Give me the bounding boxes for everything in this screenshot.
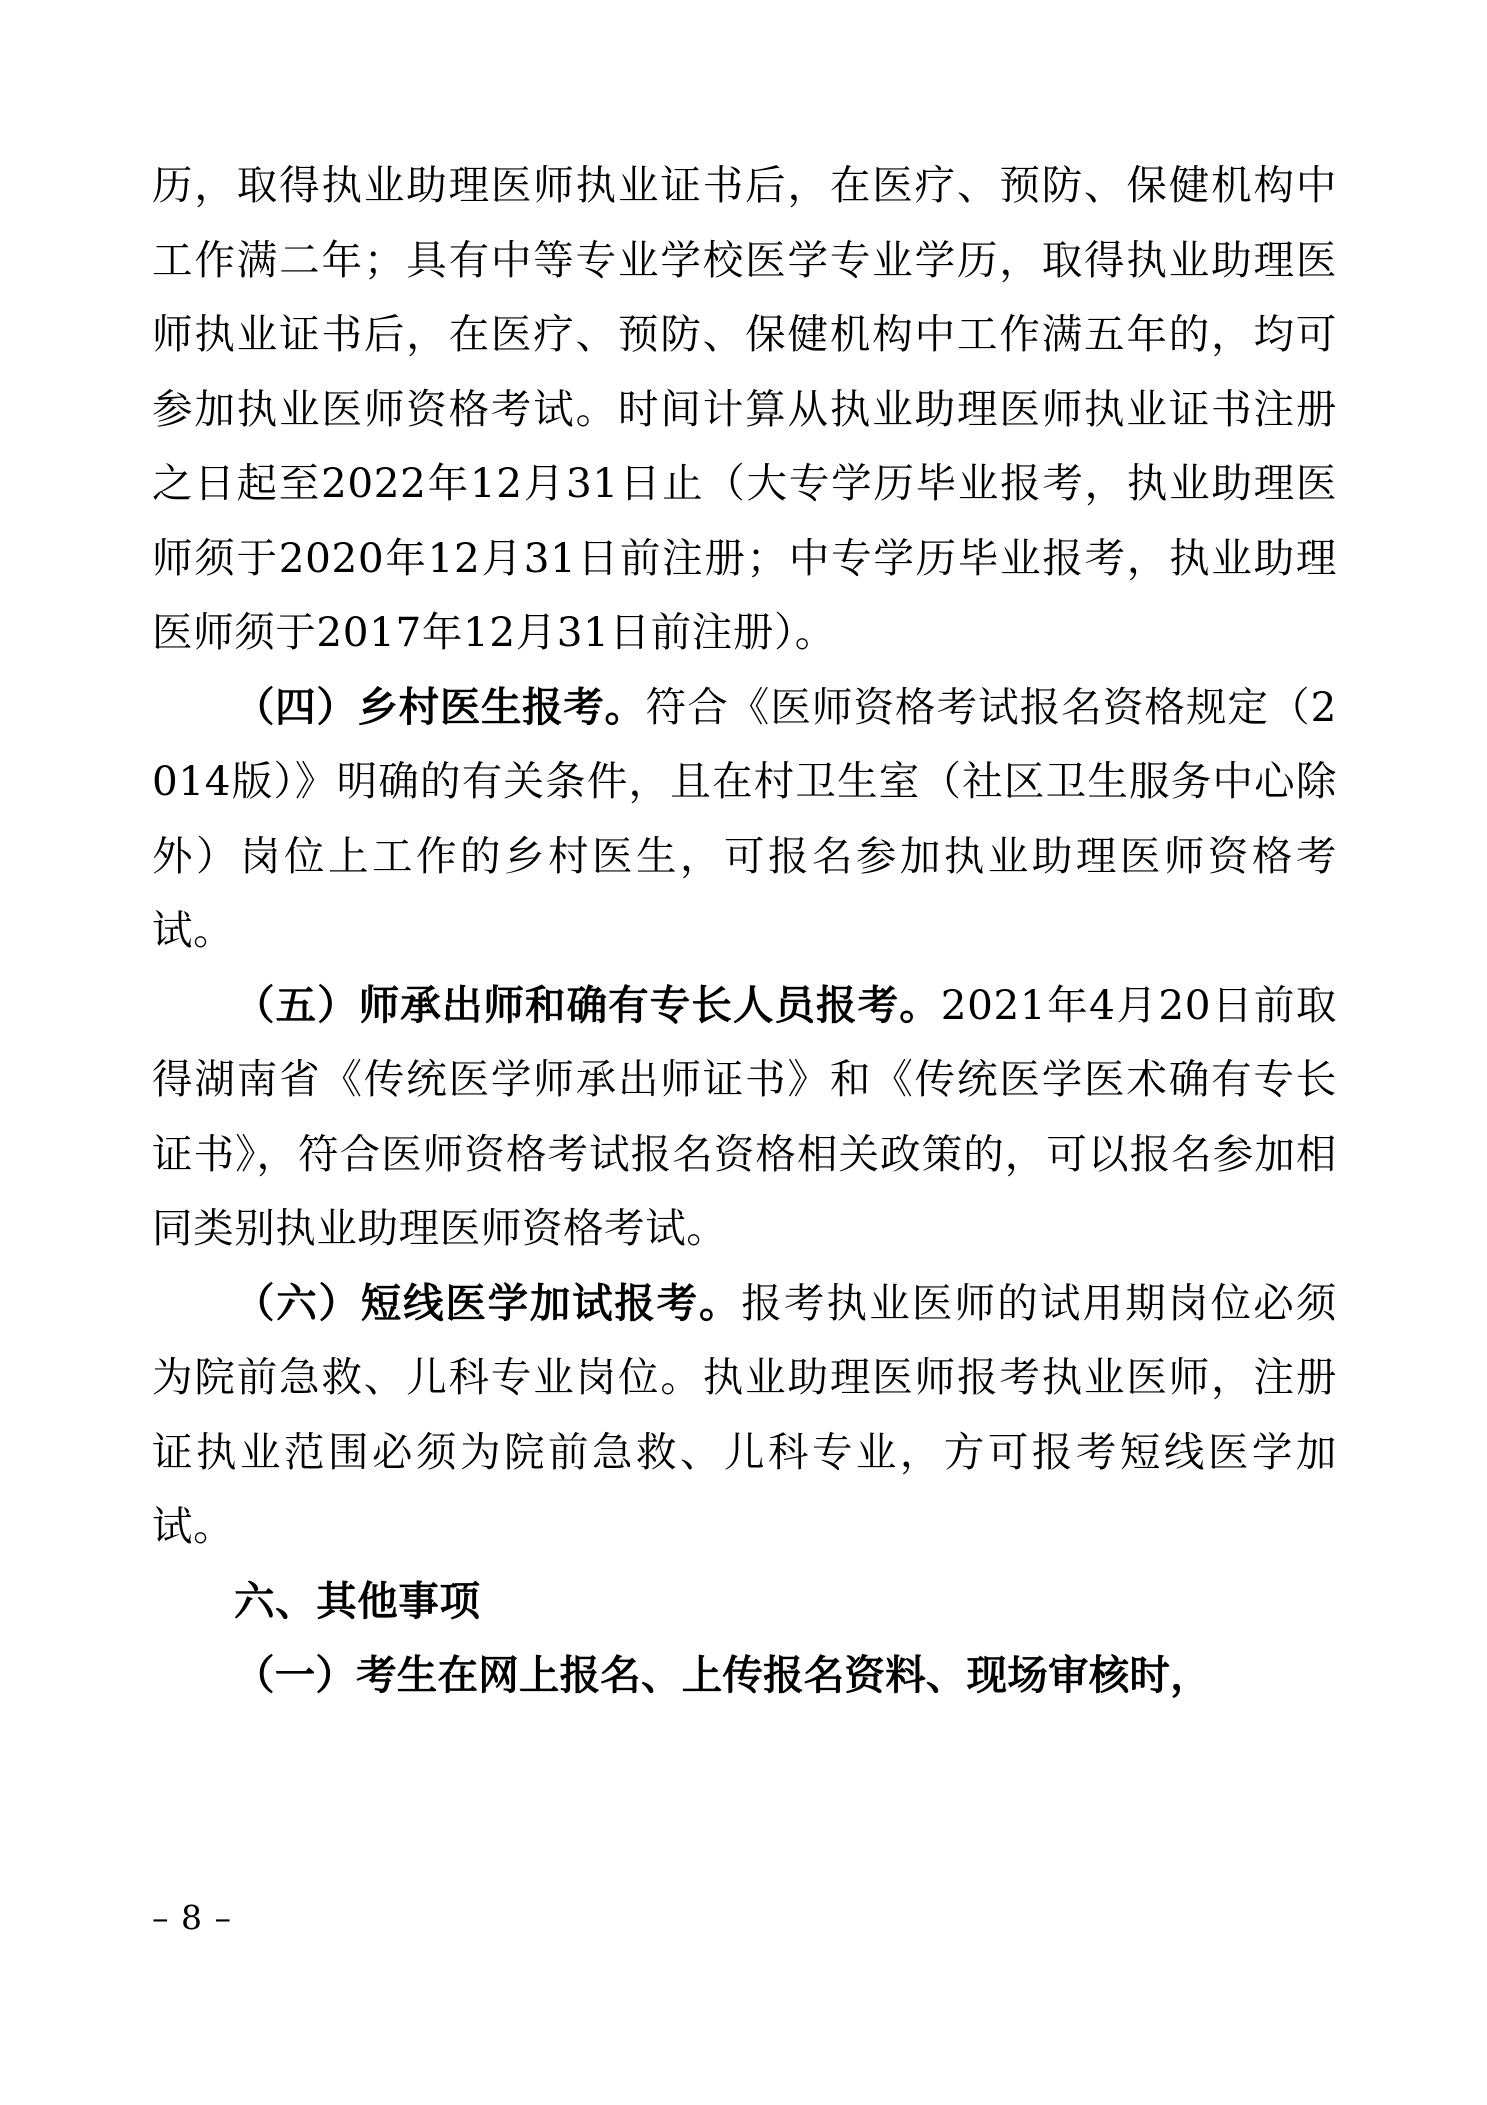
paragraph-continuation [152, 148, 1337, 670]
paragraph-text: 历，取得执业助理医师执业证书后，在医疗、预防、保健机构中工作满二年；具有中等专业学校医学专业学历，取得执业助理医师执业证书后，在医疗、预防、保健机构中工作满五年的，均可参加执业医师资格考试。时间计算从执业助理医师执业证书注册之日起至2022年12月31日止（大专学历毕业报考，执业助理医师须于2020年12月31日前注册；中专学历毕业报考，执业助理医师须于2017年12月31日前注册）。 [152, 161, 1337, 656]
item-four-lead: （四）乡村医生报考。 [234, 682, 646, 731]
item-six-lead: （六）短线医学加试报考。 [234, 1278, 742, 1327]
other-item-one-lead: （一）考生在网上报名、上传报名资料、现场审核时， [234, 1651, 1211, 1699]
item-five-lead: （五）师承出师和确有专长人员报考。 [234, 980, 941, 1029]
section-heading-other-matters: 六、其他事项 [234, 1576, 481, 1625]
paragraph-other-item-one [152, 1638, 1337, 1713]
paragraph-item-six [152, 1266, 1337, 1564]
page-number: – 8 – [152, 1898, 232, 1937]
page-content [152, 148, 1337, 1713]
paragraph-item-five [152, 968, 1337, 1266]
item-four-text: 符合《医师资格考试报名资格规定（2014版）》明确的有关条件，且在村卫生室（社区卫生服务中心除外）岗位上工作的乡村医生，可报名参加执业助理医师资格考试。 [152, 682, 1338, 954]
item-six-text: 报考执业医师的试用期岗位必须为院前急救、儿科专业岗位。执业助理医师报考执业医师，注册证执业范围必须为院前急救、儿科专业，方可报考短线医学加试。 [152, 1278, 1337, 1550]
paragraph-item-four [152, 670, 1337, 968]
item-five-text: 2021年4月20日前取得湖南省《传统医学师承出师证书》和《传统医学医术确有专长证书》，符合医师资格考试报名资格相关政策的，可以报名参加相同类别执业助理医师资格考试。 [152, 980, 1337, 1252]
